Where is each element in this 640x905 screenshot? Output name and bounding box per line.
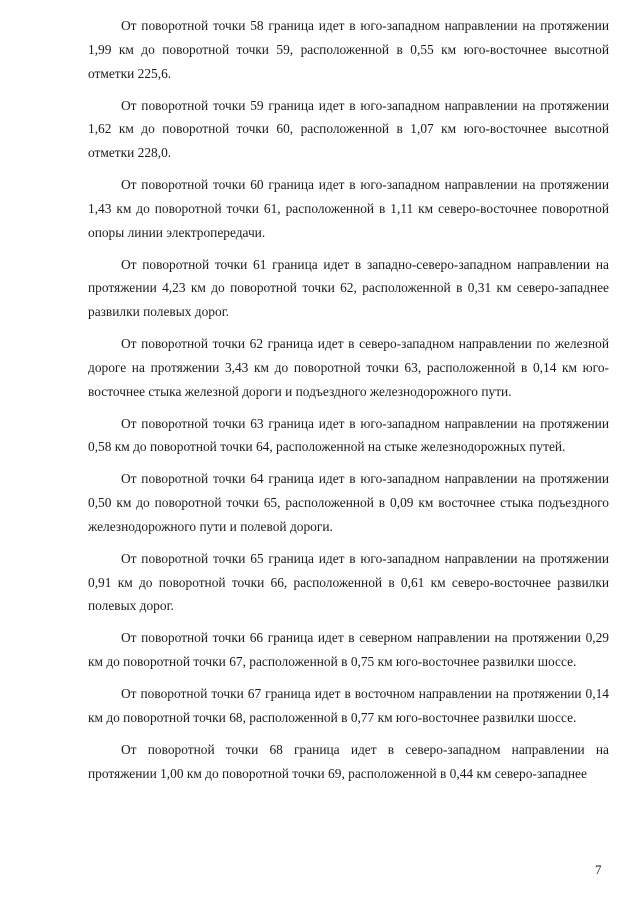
paragraph-point-58: От поворотной точки 58 граница идет в юго-западном направлении на протяжении 1,99 км до поворотной точки 59, расположенной в 0,55 км юго-восточнее высотной отметки 225,6. <box>88 18 609 81</box>
paragraph-point-66: От поворотной точки 66 граница идет в северном направлении на протяжении 0,29 км до поворотной точки 67, расположенной в 0,75 км юго-восточнее развилки шоссе. <box>88 630 609 669</box>
paragraph-point-67: От поворотной точки 67 граница идет в восточном направлении на протяжении 0,14 км до поворотной точки 68, расположенной в 0,77 км юго-восточнее развилки шоссе. <box>88 686 609 725</box>
paragraph-point-59: От поворотной точки 59 граница идет в юго-западном направлении на протяжении 1,62 км до поворотной точки 60, расположенной в 1,07 км юго-восточнее высотной отметки 228,0. <box>88 97 609 160</box>
paragraph-point-68: От поворотной точки 68 граница идет в северо-западном направлении на протяжении 1,00 км до поворотной точки 69, расположенной в 0,44 км северо-западнее <box>88 741 609 781</box>
paragraph-point-65: От поворотной точки 65 граница идет в юго-западном направлении на протяжении 0,91 км до поворотной точки 66, расположенной в 0,61 км северо-восточнее развилки полевых дорог. <box>88 550 609 614</box>
page-number: 7 <box>595 862 602 877</box>
paragraph-point-63: От поворотной точки 63 граница идет в юго-западном направлении на протяжении 0,58 км до поворотной точки 64, расположенной на стыке железнодорожных путей. <box>88 415 609 455</box>
paragraph-point-61: От поворотной точки 61 граница идет в западно-северо-западном направлении на протяжении 4,23 км до поворотной точки 62, расположенной в 0,31 км северо-западнее развилки полевых дорог. <box>88 256 609 319</box>
paragraph-point-62: От поворотной точки 62 граница идет в северо-западном направлении по железной дороге на протяжении 3,43 км до поворотной точки 63, расположенной в 0,14 км юго-восточнее стыка железной дороги и подъездного железнодорожного пути. <box>88 336 609 399</box>
document-body <box>88 14 609 794</box>
paragraph-point-60: От поворотной точки 60 граница идет в юго-западном направлении на протяжении 1,43 км до поворотной точки 61, расположенной в 1,11 км северо-восточнее поворотной опоры линии электропередачи. <box>88 177 609 240</box>
paragraph-point-64: От поворотной точки 64 граница идет в юго-западном направлении на протяжении 0,50 км до поворотной точки 65, расположенной в 0,09 км восточнее стыка подъездного железнодорожного пути и полевой дороги. <box>88 471 609 534</box>
